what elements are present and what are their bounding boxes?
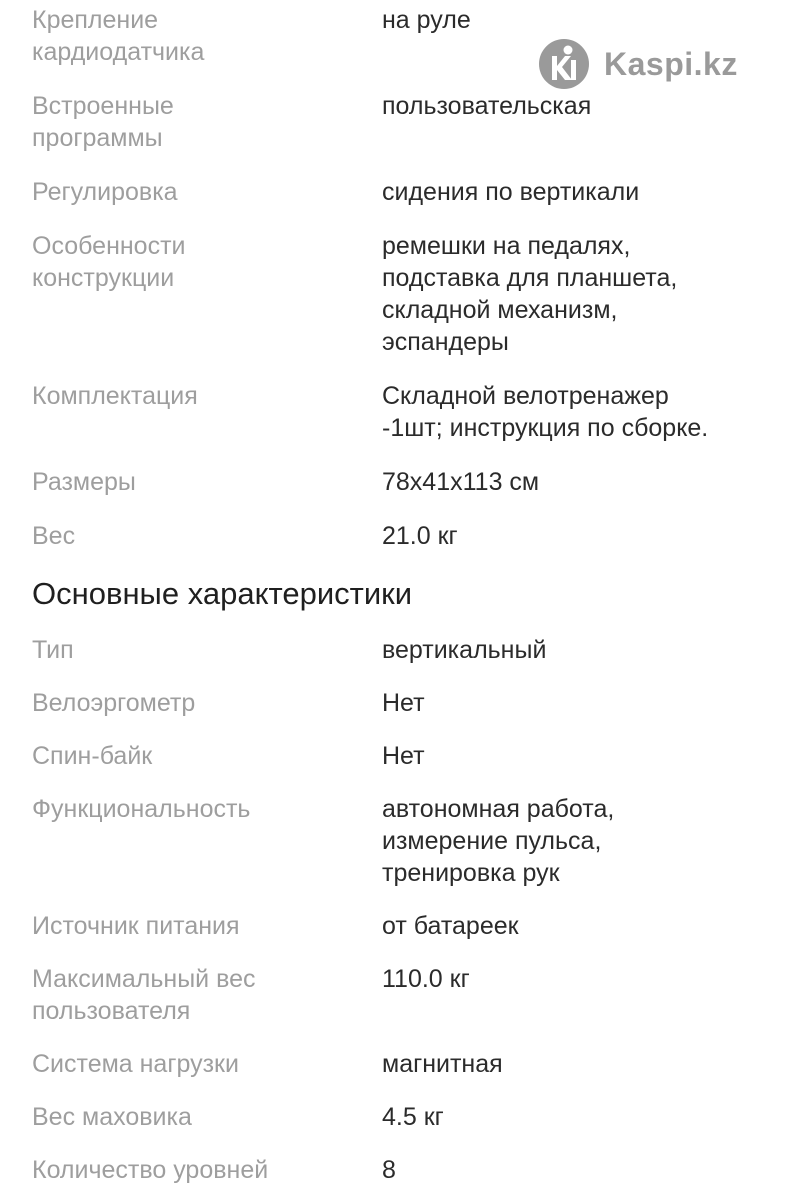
spec-label: Регулировка [32, 178, 178, 206]
spec-label: Особенности конструкции [32, 232, 186, 292]
spec-value: пользовательская [382, 92, 592, 120]
spec-value: ремешки на педалях, подставка для планшета, складной механизм, эспандеры [382, 232, 678, 356]
spec-value: от батареек [382, 912, 519, 940]
spec-label: Спин-байк [32, 742, 153, 770]
spec-label: Комплектация [32, 382, 198, 410]
spec-value: 8 [382, 1156, 396, 1184]
spec-row [32, 4, 772, 68]
spec-value: на руле [382, 6, 471, 34]
spec-row [32, 963, 772, 1027]
spec-row [32, 634, 772, 666]
spec-row [32, 1154, 772, 1186]
spec-row [32, 90, 772, 154]
spec-value: Нет [382, 689, 425, 717]
spec-row [32, 380, 772, 444]
spec-row [32, 466, 772, 498]
spec-value: Нет [382, 742, 425, 770]
spec-value: автономная работа, измерение пульса, тренировка рук [382, 795, 615, 887]
spec-label: Размеры [32, 468, 136, 496]
spec-row [32, 687, 772, 719]
spec-row [32, 1048, 772, 1080]
spec-value: сидения по вертикали [382, 178, 640, 206]
spec-value: Складной велотренажер -1шт; инструкция по сборке. [382, 382, 709, 442]
spec-value: 21.0 кг [382, 522, 458, 550]
spec-label: Тип [32, 636, 74, 664]
spec-label: Система нагрузки [32, 1050, 239, 1078]
spec-row [32, 230, 772, 358]
spec-value: магнитная [382, 1050, 503, 1078]
spec-label: Крепление кардиодатчика [32, 6, 205, 66]
spec-value: 78x41x113 см [382, 468, 540, 496]
spec-value: вертикальный [382, 636, 547, 664]
spec-row [32, 176, 772, 208]
spec-row [32, 740, 772, 772]
spec-row [32, 520, 772, 552]
spec-label: Вес маховика [32, 1103, 192, 1131]
watermark-text: Kaspi.kz [604, 45, 738, 82]
spec-label: Встроенные программы [32, 92, 174, 152]
spec-value: 110.0 кг [382, 965, 470, 993]
spec-label: Функциональность [32, 795, 251, 823]
spec-row [32, 793, 772, 889]
spec-label: Количество уровней [32, 1156, 269, 1184]
section-title: Основные характеристики [32, 576, 413, 611]
spec-row [32, 1101, 772, 1133]
spec-label: Вес [32, 522, 76, 550]
spec-label: Максимальный вес пользователя [32, 965, 256, 1025]
spec-value: 4.5 кг [382, 1103, 444, 1131]
spec-list-top [32, 4, 772, 552]
spec-list-main [32, 634, 772, 1186]
spec-label: Велоэргометр [32, 689, 196, 717]
spec-row [32, 910, 772, 942]
spec-label: Источник питания [32, 912, 240, 940]
